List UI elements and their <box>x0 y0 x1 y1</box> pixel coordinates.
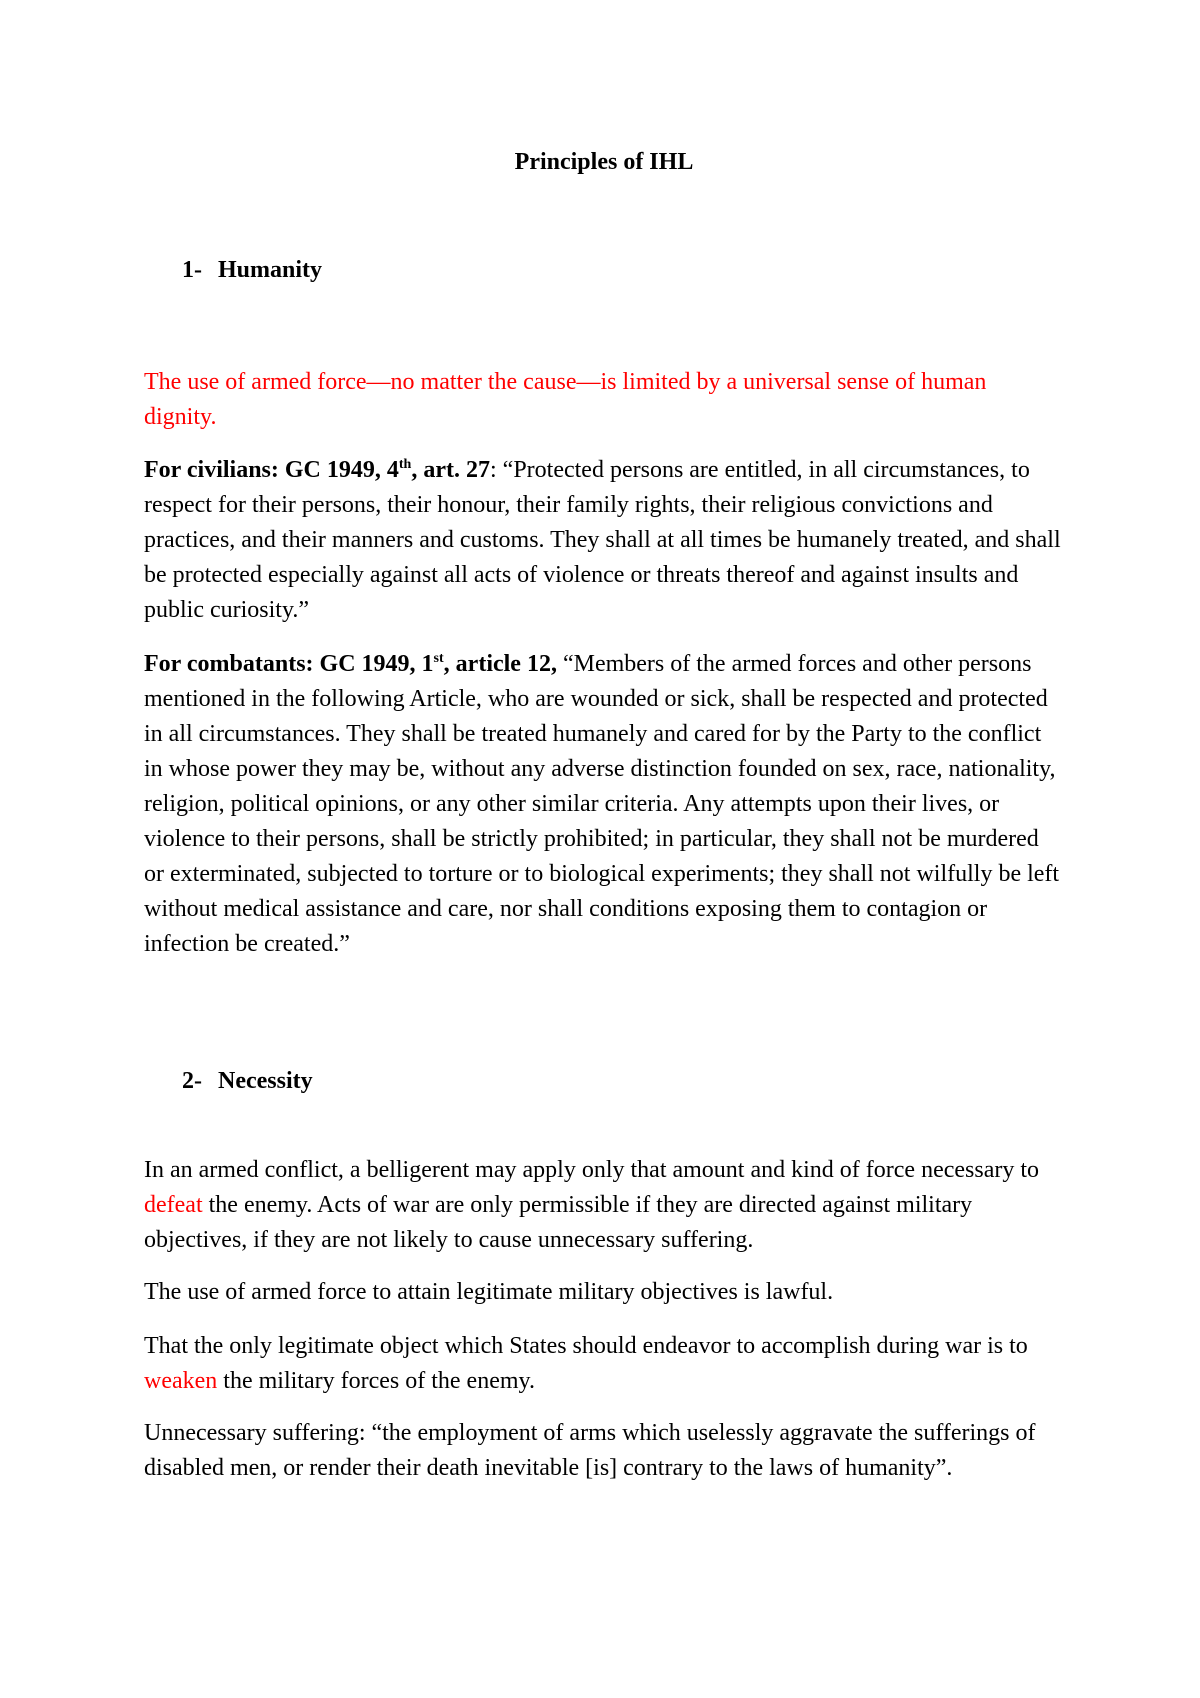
civilians-label-tail: , art. 27 <box>411 457 490 483</box>
section-number: 2- <box>182 1068 202 1094</box>
document-title-text: Principles of IHL <box>514 149 694 175</box>
necessity-p1-after: the enemy. Acts of war are only permissible if they are directed against military objectives, if they are not likely to cause unnecessary suffering. <box>144 1192 973 1253</box>
necessity-paragraph-3 <box>144 1329 1064 1399</box>
document-title <box>144 145 1064 180</box>
civilians-text: : “Protected persons are entitled, in all circumstances, to respect for their persons, their honour, their family rights, their religious convictions and practices, and their manners and customs. They shall at all times be humanely treated, and shall be protected especially against all acts of violence or threats thereof and against insults and public curiosity.” <box>144 457 1061 623</box>
combatants-label-tail: , article 12, <box>443 651 557 677</box>
section-title: Necessity <box>218 1068 313 1094</box>
section-title: Humanity <box>218 257 323 283</box>
combatants-text: “Members of the armed forces and other persons mentioned in the following Article, who are wounded or sick, shall be respected and protected in all circumstances. They shall be treated humanely and cared for by the Party to the conflict in whose power they may be, without any adverse distinction founded on sex, race, nationality, religion, political opinions, or any other similar criteria. Any attempts upon their lives, or violence to their persons, shall be strictly prohibited; in particular, they shall not be murdered or exterminated, subjected to torture or to biological experiments; they shall not wilfully be left without medical assistance and care, nor shall conditions exposing them to contagion or infection be created.” <box>144 651 1060 957</box>
necessity-paragraph-1 <box>144 1153 1064 1258</box>
necessity-p3-before: That the only legitimate object which States should endeavor to accomplish during war is to <box>144 1333 1028 1359</box>
section-heading-humanity <box>182 253 322 288</box>
civilians-paragraph <box>144 453 1064 628</box>
necessity-p1-highlight: defeat <box>144 1192 203 1218</box>
combatants-label: For combatants: GC 1949, 1 <box>144 651 434 677</box>
necessity-paragraph-2: The use of armed force to attain legitimate military objectives is lawful. <box>144 1279 834 1305</box>
necessity-paragraph-4: Unnecessary suffering: “the employment of arms which uselessly aggravate the sufferings of disabled men, or render their death inevitable [is] contrary to the laws of humanity”. <box>144 1420 1036 1481</box>
section-heading-necessity <box>182 1064 313 1099</box>
necessity-p1-before: In an armed conflict, a belligerent may apply only that amount and kind of force necessary to <box>144 1157 1040 1183</box>
civilians-label: For civilians: GC 1949, 4 <box>144 457 399 483</box>
section-number: 1- <box>182 257 202 283</box>
necessity-p3-after: the military forces of the enemy. <box>217 1368 535 1394</box>
humanity-intro: The use of armed force—no matter the cause—is limited by a universal sense of human dignity. <box>144 369 987 430</box>
civilians-label-sup: th <box>398 457 412 472</box>
necessity-p3-highlight: weaken <box>144 1368 218 1394</box>
combatants-paragraph <box>144 647 1064 962</box>
combatants-label-sup: st <box>433 651 444 666</box>
